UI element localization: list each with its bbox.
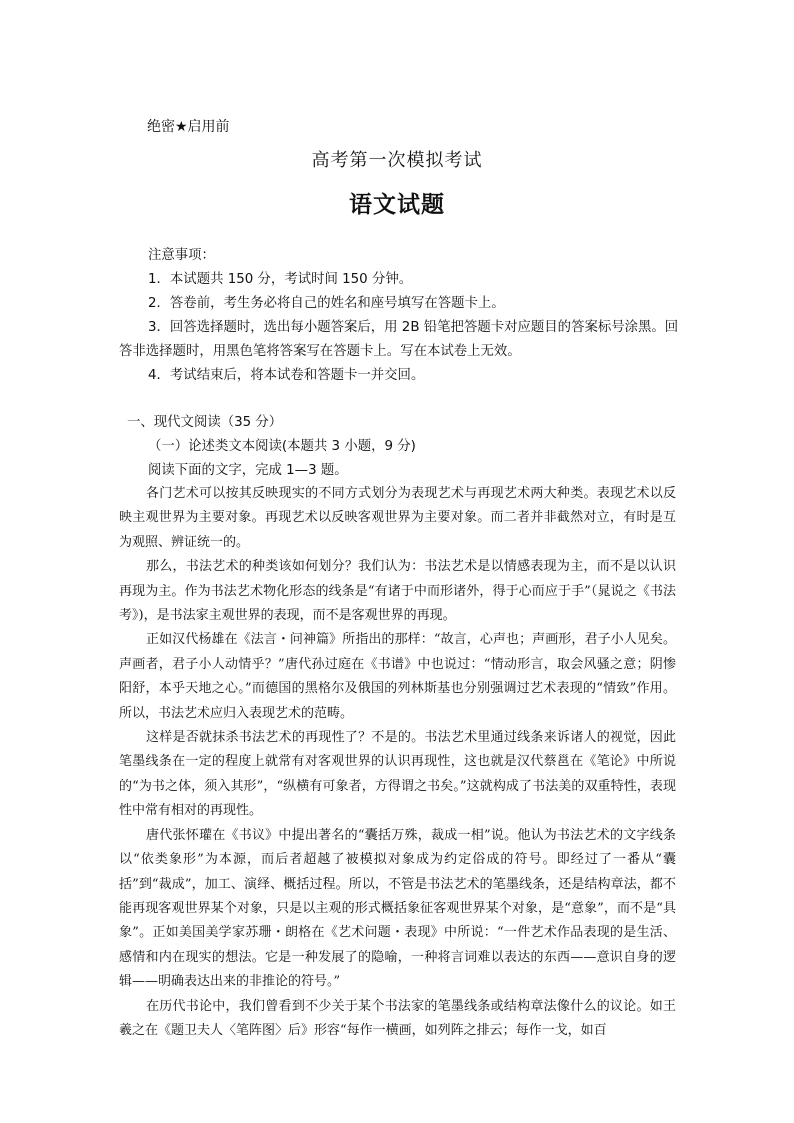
exam-title: 高考第一次模拟考试 bbox=[311, 150, 483, 171]
notices-heading: 注意事项： bbox=[148, 248, 215, 263]
notice-item: 1．本试题共 150 分，考试时间 150 分钟。 bbox=[148, 272, 413, 287]
notice-item: 4．考试结束后，将本试卷和答题卡一并交回。 bbox=[148, 368, 425, 383]
reading-passage bbox=[119, 482, 676, 1043]
notice-item: 2．答卷前，考生务必将自己的姓名和座号填写在答题卡上。 bbox=[148, 296, 505, 311]
passage-paragraph: 这样是否就抹杀书法艺术的再现性了？不是的。书法艺术里通过线条来诉诸人的视觉，因此笔墨线条在一定的程度上就常有对客观世界的认识再现性，这也就是汉代蔡邕在《笔论》中所说的“为书之体，须入其形”，“纵横有可象者，方得谓之书矣。”这就构成了书法美的双重特性，表现性中常有相对的再现性。 bbox=[119, 730, 676, 819]
subject-title: 语文试题 bbox=[349, 192, 445, 218]
passage-paragraph: 唐代张怀瓘在《书议》中提出著名的“囊括万殊，裁成一相”说。他认为书法艺术的文字线条以“依类象形”为本源，而后者超越了被模拟对象成为约定俗成的符号。即经过了一番从“囊括”到“裁成”，加工、演绎、概括过程。所以，不管是书法艺术的笔墨线条，还是结构章法，都不能再现客观世界某个对象，只是以主观的形式概括象征客观世界某个对象，是“意象”，而不是“具象”。正如美国美学家苏珊・朗格在《艺术问题・表现》中所说：“一件艺术作品表现的是生活、感情和内在现实的想法。它是一种发展了的隐喻，一种将言词难以表达的东西——意识自身的逻辑——明确表达出来的非推论的符号。” bbox=[119, 827, 676, 990]
passage-paragraph: 那么，书法艺术的种类该如何划分？我们认为：书法艺术是以情感表现为主，而不是以认识再现为主。作为书法艺术物化形态的线条是“有诸于中而形诸外，得于心而应于手”（晁说之《书法考》)，是书法家主观世界的表现，而不是客观世界的再现。 bbox=[119, 559, 676, 624]
passage-paragraph: 各门艺术可以按其反映现实的不同方式划分为表现艺术与再现艺术两大种类。表现艺术以反映主观世界为主要对象。再现艺术以反映客观世界为主要对象。而二者并非截然对立，有时是互为观照、辨证统一的。 bbox=[119, 486, 676, 550]
section-title: 一、现代文阅读（35 分） bbox=[127, 415, 283, 430]
section-header bbox=[119, 411, 679, 483]
confidential-label: 绝密★启用前 bbox=[147, 119, 230, 135]
notice-item: 3．回答选择题时，选出每小题答案后，用 2B 铅笔把答题卡对应题目的答案标号涂黑。回答非选择题时，用黑色笔将答案写在答题卡上。写在本试卷上无效。 bbox=[119, 320, 679, 359]
passage-paragraph: 在历代书论中，我们曾看到不少关于某个书法家的笔墨线条或结构章法像什么的议论。如王羲之在《题卫夫人〈笔阵图〉后》形容“每作一横画，如列阵之排云；每作一戈，如百 bbox=[119, 998, 676, 1038]
notices-block bbox=[119, 244, 679, 388]
passage-paragraph: 正如汉代杨雄在《法言・问神篇》所指出的那样：“故言，心声也；声画形，君子小人见矣。声画者，君子小人动情乎？”唐代孙过庭在《书谱》中也说过：“情动形言，取会风骚之意；阴惨阳舒，本乎天地之心。”而德国的黑格尔及俄国的列林斯基也分别强调过艺术表现的“情致”作用。所以，书法艺术应归入表现艺术的范畴。 bbox=[119, 632, 676, 721]
reading-instruction: 阅读下面的文字，完成 1—3 题。 bbox=[148, 463, 348, 478]
subsection-title: （一）论述类文本阅读(本题共 3 小题，9 分) bbox=[148, 439, 416, 454]
